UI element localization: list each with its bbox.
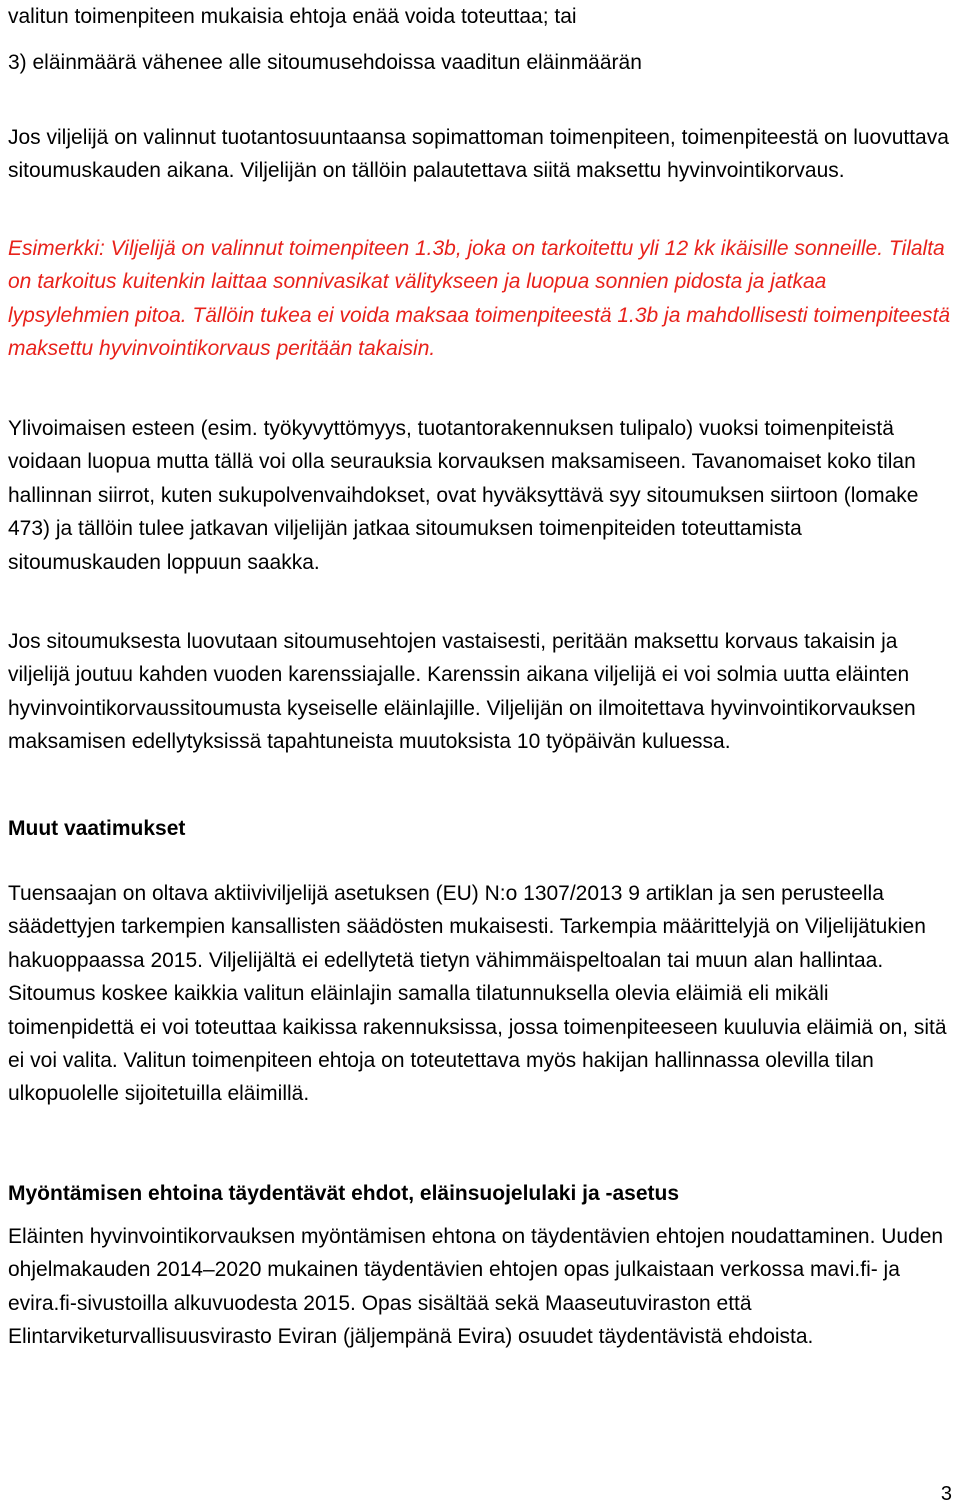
paragraph-cross-compliance: Eläinten hyvinvointikorvauksen myöntämisen ehtona on täydentävien ehtojen noudattaminen. Uuden ohjelmakauden 2014–2020 mukainen täydentävien ehtojen opas julkaistaan verkossa mavi.fi- ja evira.fi-sivustoilla alkuvuodesta 2015. Opas sisältää sekä Maaseutuviraston että Elintarviketurvallisuusvirasto Eviran (jäljempänä Evira) osuudet täydentävistä ehdoista. (8, 1225, 944, 1349)
heading-other-requirements: Muut vaatimukset (8, 817, 186, 840)
list-item-3: 3) eläinmäärä vähenee alle sitoumusehdoissa vaaditun eläinmäärän (8, 51, 642, 74)
paragraph-active-farmer: Tuensaajan on oltava aktiiviviljelijä asetuksen (EU) N:o 1307/2013 9 artiklan ja sen perusteella säädettyjen tarkempien kansallisten säädösten mukaisesti. Tarkempia määrittelyjä on Viljelijätukien hakuoppaassa 2015. Viljelijältä ei edellytetä tietyn vähimmäispeltoalan tai muun alan hallintaa. Sitoumus koskee kaikkia valitun eläinlajin samalla tilatunnuksella olevia eläimiä eli mikäli toimenpidettä ei voi toteuttaa kaikissa rakennuksissa, jossa toimenpiteeseen kuuluvia eläimiä on, sitä ei voi valita. Valitun toimenpiteen ehtoja on toteutettava myös hakijan hallinnassa olevilla tilan ulkopuolelle sijoitetuilla eläimillä. (8, 882, 947, 1106)
page-number: 3 (940, 1483, 952, 1505)
example-paragraph: Esimerkki: Viljelijä on valinnut toimenpiteen 1.3b, joka on tarkoitettu yli 12 kk ikäisille sonneille. Tilalta on tarkoitus kuitenkin laittaa sonnivasikat välitykseen ja luopua sonnien pidosta ja jatkaa lypsylehmien pitoa. Tällöin tukea ei voida maksaa toimenpiteestä 1.3b ja mahdollisesti toimenpiteestä maksettu hyvinvointikorvaus peritään takaisin. (8, 237, 951, 361)
continued-line: valitun toimenpiteen mukaisia ehtoja enää voida toteuttaa; tai (8, 5, 577, 28)
heading-cross-compliance: Myöntämisen ehtoina täydentävät ehdot, eläinsuojelulaki ja -asetus (8, 1182, 680, 1205)
paragraph-unsuitable-measure: Jos viljelijä on valinnut tuotantosuuntaansa sopimattoman toimenpiteen, toimenpiteestä on luovuttava sitoumuskauden aikana. Viljelijän on tällöin palautettava siitä maksettu hyvinvointikorvaus. (8, 126, 949, 183)
paragraph-penalty: Jos sitoumuksesta luovutaan sitoumusehtojen vastaisesti, peritään maksettu korvaus takaisin ja viljelijä joutuu kahden vuoden karenssiajalle. Karenssin aikana viljelijä ei voi solmia uutta eläinten hyvinvointikorvaussitoumusta kyseiselle eläinlajille. Viljelijän on ilmoitettava hyvinvointikorvauksen maksamisen edellytyksissä tapahtuneista muutoksista 10 työpäivän kuluessa. (8, 630, 916, 754)
paragraph-force-majeure: Ylivoimaisen esteen (esim. työkyvyttömyys, tuotantorakennuksen tulipalo) vuoksi toimenpiteistä voidaan luopua mutta tällä voi olla seurauksia korvauksen maksamiseen. Tavanomaiset koko tilan hallinnan siirrot, kuten sukupolvenvaihdokset, ovat hyväksyttävä syy sitoumuksen siirtoon (lomake 473) ja tällöin tulee jatkavan viljelijän jatkaa sitoumuksen toimenpiteiden toteuttamista sitoumuskauden loppuun saakka. (8, 417, 919, 574)
